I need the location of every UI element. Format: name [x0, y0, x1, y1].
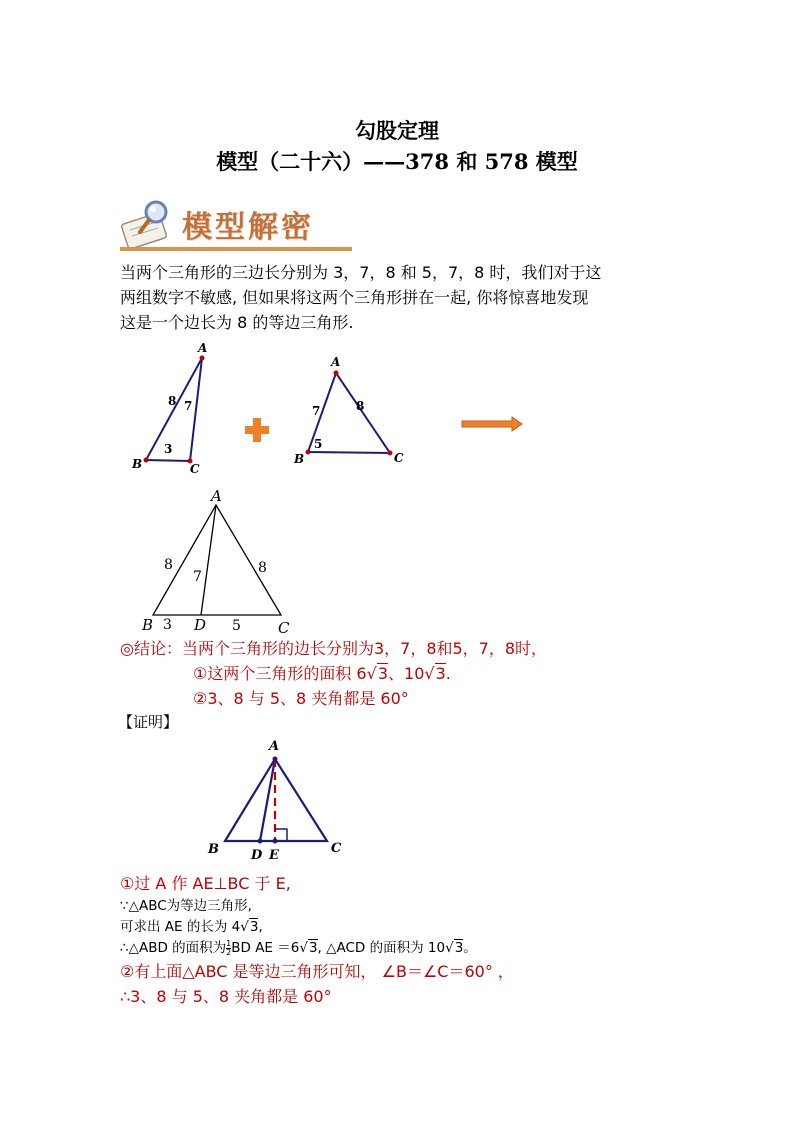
side-ab-label: 7 [312, 404, 321, 418]
proof-area-acd-text: , △ACD 的面积为 10 [317, 940, 446, 956]
proof-period: 。 [463, 940, 477, 956]
figure-two-triangles [120, 340, 540, 480]
side-ad-label: 7 [193, 569, 202, 585]
label-A: A [331, 355, 341, 369]
magnifier-notebook-icon [121, 202, 167, 250]
intro-line-1: 当两个三角形的三边长分别为 3，7，8 和 5，7，8 时，我们对于这 [120, 263, 602, 282]
proof-line-4 [120, 938, 720, 959]
banner-underline [120, 247, 352, 251]
proof-line-6: ∴3、8 与 5、8 夹角都是 60° [120, 987, 332, 1006]
proof-area-formula: BD AE ＝6 [231, 940, 300, 956]
conclusion-line-1: ◎结论：当两个三角形的边长分别为3，7，8和5，7，8时， [120, 639, 548, 658]
label-B: B [142, 616, 154, 634]
sqrt-symbol: √ [366, 664, 377, 683]
radicand: 3 [308, 940, 318, 956]
page-title: 勾股定理 [355, 118, 439, 143]
label-D: D [251, 848, 263, 863]
sqrt-symbol: √ [240, 919, 249, 935]
side-bc-label: 5 [314, 437, 323, 451]
proof-line-2: ∵△ABC为等边三角形, [120, 898, 252, 914]
label-A: A [269, 739, 280, 754]
label-B: B [132, 457, 143, 471]
radicand: 3 [249, 919, 259, 935]
label-C: C [190, 462, 200, 476]
sqrt-symbol: √ [299, 940, 308, 956]
conclusion-line-2 [193, 662, 451, 686]
intro-paragraph [120, 260, 690, 335]
side-ac-label: 8 [356, 399, 365, 413]
label-B: B [208, 842, 219, 857]
proof-comma: , [258, 919, 263, 935]
intro-line-3: 这是一个边长为 8 的等边三角形. [120, 313, 354, 332]
conclusion-area-text-2: 、10 [388, 664, 425, 683]
label-C: C [278, 619, 290, 637]
label-D: D [194, 616, 207, 634]
intro-line-2: 两组数字不敏感, 但如果将这两个三角形拼在一起, 你将惊喜地发现 [120, 288, 589, 307]
triangle-578 [293, 355, 404, 466]
radicand: 3 [454, 940, 464, 956]
proof-step-1: ①过 A 作 AE⊥BC 于 E, [120, 874, 291, 893]
proof-label: 【证明】 [118, 713, 179, 731]
figure-combined-triangle [130, 485, 310, 637]
page-subtitle: 模型（二十六）——378 和 578 模型 [216, 149, 578, 174]
fraction-numerator: 1 [226, 938, 232, 948]
sqrt-symbol: √ [445, 940, 454, 956]
right-angle-mark [275, 829, 287, 841]
side-ac-label: 8 [258, 560, 267, 576]
side-dc-label: 5 [232, 618, 241, 634]
arrow-right-icon [462, 417, 522, 431]
radicand: 3 [435, 664, 446, 683]
label-B: B [294, 452, 305, 466]
conclusion-area-text: ①这两个三角形的面积 6 [193, 664, 367, 683]
side-bd-label: 3 [163, 617, 172, 633]
label-E: E [269, 848, 279, 863]
side-ab-label: 8 [164, 557, 173, 573]
conclusion-line-3: ②3、8 与 5、8 夹角都是 60° [193, 689, 409, 708]
side-bc-label: 3 [164, 442, 173, 456]
label-A: A [211, 487, 222, 505]
side-ac-label: 7 [184, 399, 193, 413]
sqrt-symbol: √ [424, 664, 435, 683]
proof-ae-text: 可求出 AE 的长为 4 [120, 919, 241, 935]
side-ab-label: 8 [168, 394, 177, 408]
proof-body [120, 871, 720, 1009]
proof-area-abd-text: ∴△ABD 的面积为 [120, 940, 227, 956]
proof-line-1 [120, 871, 720, 896]
label-C: C [331, 841, 342, 856]
label-A: A [198, 341, 208, 355]
conclusion-period: . [445, 664, 451, 683]
banner-title: 模型解密 [182, 210, 314, 245]
radicand: 3 [377, 664, 389, 683]
label-C: C [394, 451, 404, 465]
triangle-378 [131, 341, 207, 476]
plus-icon [245, 418, 269, 442]
fraction-denominator: 2 [226, 947, 232, 957]
figure-proof-triangle [200, 735, 360, 867]
proof-line-5: ②有上面△ABC 是等边三角形可知， ∠B＝∠C＝60° ， [120, 962, 514, 981]
proof-line-3 [120, 917, 720, 938]
